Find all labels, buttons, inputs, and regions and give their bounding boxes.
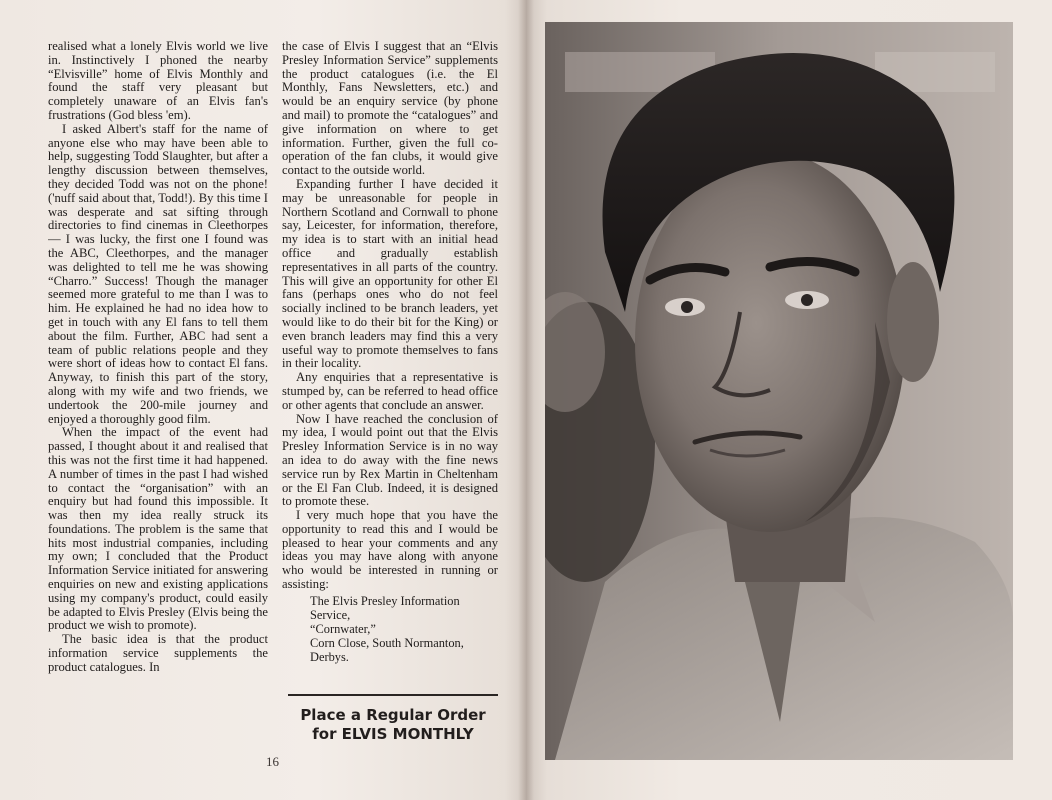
portrait-photo: [545, 22, 1013, 760]
address-line: The Elvis Presley Information: [310, 593, 460, 608]
page-number: 16: [266, 754, 279, 769]
page-gutter: [518, 0, 534, 800]
address-line: Service,: [310, 607, 351, 622]
article-paragraph: When the impact of the event had passed, I thought about it and realised that this was not the first time it had happened. A number of times in the past I had wished to contact the “organisation” with an enquiry but had found this impossible. It was then my idea really struck its foundations. The problem is the same that hits most industrial companies, including my own; I concluded that the Product Information Service initiated for answering enquiries on new and existing applications using my company's product, could easily be adapted to Elvis Presley (Elvis being the product we wish to promote).: [48, 425, 268, 633]
address-line: “Cornwater,”: [310, 621, 376, 636]
article-paragraph: the case of Elvis I suggest that an “Elvis Presley Information Service” supplements the product catalogues (i.e. the El Monthly, Fans Newsletters, etc.) and would be an enquiry service (by phone and mail) to promote the “catalogues” and give information on where to get information. Further, given the full co-operation of the fan clubs, it would give contact to the outside world.: [282, 40, 498, 178]
article-paragraph: The basic idea is that the product information service supplements the product catalogues. In: [48, 632, 268, 674]
article-paragraph: Any enquiries that a representative is stumped by, can be referred to head office or other agents that conclude an answer.: [282, 370, 498, 412]
article-column-2: [282, 40, 498, 694]
contact-address: [282, 594, 498, 664]
article-paragraph: Now I have reached the conclusion of my idea, I would point out that the Elvis Presley Information Service is in no way an idea to do away with the fine news service run by Rex Martin in Cheltenham or the El Fan Club. Indeed, it is designed to promote these.: [282, 411, 498, 509]
portrait-illustration: [545, 22, 1013, 760]
promo-box: [288, 706, 498, 744]
promo-line-1: Place a Regular Order: [300, 706, 486, 724]
article-paragraph: I asked Albert's staff for the name of anyone else who may have been able to help, suggesting Todd Slaughter, but after a lengthy discussion between themselves, they decided Todd was not on the phone! ('nuff said about that, Todd!). By this time I was desperate and sat sifting through directories to find cinemas in Cleethorpes — I was lucky, the first one I found was the ABC, Cleethorpes, and the manager was delighted to tell me he was showing “Charro.” Success! Though the manager seemed more grateful to me than I was to him. He explained he had no idea how to get in touch with any El fans to tell them about the film. Further, ABC had sent a team of public relations people and they were short of ideas how to contact El fans. Anyway, to finish this part of the story, along with my wife and two friends, we undertook the 200-mile journey and enjoyed a thoroughly good film.: [48, 121, 268, 426]
promo-line-2: for ELVIS MONTHLY: [312, 725, 474, 743]
face: [635, 152, 905, 532]
address-line: Derbys.: [310, 649, 349, 664]
article-paragraph: realised what a lonely Elvis world we live in. Instinctively I phoned the nearby “Elvisville” home of Elvis Monthly and found the staff very pleasant but completely unaware of an Elvis fan's frustrations (God bless 'em).: [48, 40, 268, 122]
article-paragraph: I very much hope that you have the opportunity to read this and I would be pleased to hear your comments and any ideas you may have along with anyone who would be interested in running or assisting:: [282, 508, 498, 592]
address-line: Corn Close, South Normanton,: [310, 635, 464, 650]
divider-rule: [288, 694, 498, 696]
article-column-1: [48, 40, 268, 752]
article-paragraph: Expanding further I have decided it may be unreasonable for people in Northern Scotland and Cornwall to phone say, Leicester, for information, therefore, my idea is to start with an initial head office and gradually establish representatives in all parts of the country. This will give an opportunity for other El fans (perhaps ones who do not feel socially inclined to be branch leaders, yet would like to do their bit for the King) or even branch leaders may find this a very useful way to promote themselves to fans in their locality.: [282, 176, 498, 371]
